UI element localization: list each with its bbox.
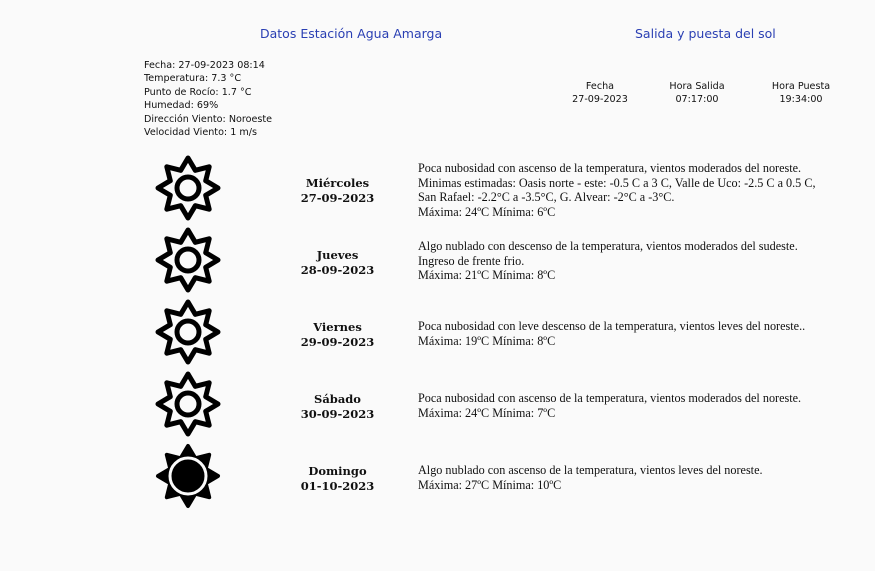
forecast-temps: Máxima: 19ºC Mínima: 8ºC [418,333,556,348]
forecast-row [0,296,875,368]
forecast-day-date: 29-09-2023 [300,335,375,349]
station-info [144,59,272,139]
sun-header-sunrise: Hora Salida [669,81,725,92]
forecast-temps: Máxima: 27ºC Mínima: 10ºC [418,477,562,492]
forecast-line: San Rafael: -2.2°C a -3.5°C, G. Alvear: -2°C a -3°C. [418,190,675,205]
forecast-line: Poca nubosidad con ascenso de la temperatura, vientos moderados del noreste. [418,161,802,175]
forecast-day [290,392,385,422]
forecast-line: Minimas estimadas: Oasis norte - este: -0.5 C a 3 C, Valle de Uco: -2.5 C a 0.5 C, [418,175,816,190]
forecast-day [290,464,385,494]
forecast-row [0,440,875,512]
sun-title: Salida y puesta del sol [635,26,776,41]
sun-header-sunset: Hora Puesta [771,81,831,92]
forecast-day-date: 30-09-2023 [300,407,375,421]
sun-value-sunset: 19:34:00 [779,94,823,105]
forecast-description [418,319,863,348]
station-humidity: Humedad: 69% [144,100,219,112]
forecast-day-date: 27-09-2023 [300,191,375,205]
forecast-description [418,391,863,420]
station-title: Datos Estación Agua Amarga [260,26,443,41]
forecast-day-name: Sábado [314,392,361,406]
forecast-line: Poca nubosidad con leve descenso de la temperatura, vientos leves del noreste.. [418,319,806,333]
forecast-line: Poca nubosidad con ascenso de la temperatura, vientos moderados del noreste. [418,391,802,405]
forecast-temps: Máxima: 24ºC Mínima: 6ºC [418,204,556,219]
forecast-description [418,463,863,492]
forecast-day [290,320,385,350]
forecast-row [0,368,875,440]
forecast-day [290,176,385,206]
sun-filled-icon [152,440,224,512]
forecast-day-date: 01-10-2023 [300,479,375,493]
sun-header-date: Fecha [585,81,615,92]
station-wind-direction: Dirección Viento: Noroeste [144,113,273,125]
forecast-day-date: 28-09-2023 [300,263,375,277]
forecast-row [0,224,875,296]
forecast-day-name: Miércoles [305,176,370,190]
forecast-description [418,239,863,283]
forecast-line: Algo nublado con ascenso de la temperatura, vientos leves del noreste. [418,463,763,477]
forecast-description [418,161,863,219]
sun-col-sunset [756,80,846,106]
sun-col-sunrise [652,80,742,106]
forecast-day-name: Jueves [316,248,359,262]
sun-col-date [555,80,645,106]
sun-outline-icon [152,368,224,440]
forecast-day [290,248,385,278]
sun-outline-icon [152,224,224,296]
forecast-row [0,152,875,224]
station-dew-point: Punto de Rocío: 1.7 °C [144,86,252,98]
forecast-line: Ingreso de frente frio. [418,253,525,268]
forecast-day-name: Domingo [308,464,367,478]
sun-value-date: 27-09-2023 [572,94,628,105]
sun-outline-icon [152,152,224,224]
forecast-line: Algo nublado con descenso de la temperatura, vientos moderados del sudeste. [418,239,798,253]
sun-value-sunrise: 07:17:00 [675,94,719,105]
sun-outline-icon [152,296,224,368]
station-date: Fecha: 27-09-2023 08:14 [144,60,265,71]
forecast-day-name: Viernes [313,320,362,334]
forecast-temps: Máxima: 21ºC Mínima: 8ºC [418,268,556,283]
station-wind-speed: Velocidad Viento: 1 m/s [144,127,257,139]
forecast-temps: Máxima: 24ºC Mínima: 7ºC [418,405,556,420]
station-temperature: Temperatura: 7.3 °C [144,73,242,85]
